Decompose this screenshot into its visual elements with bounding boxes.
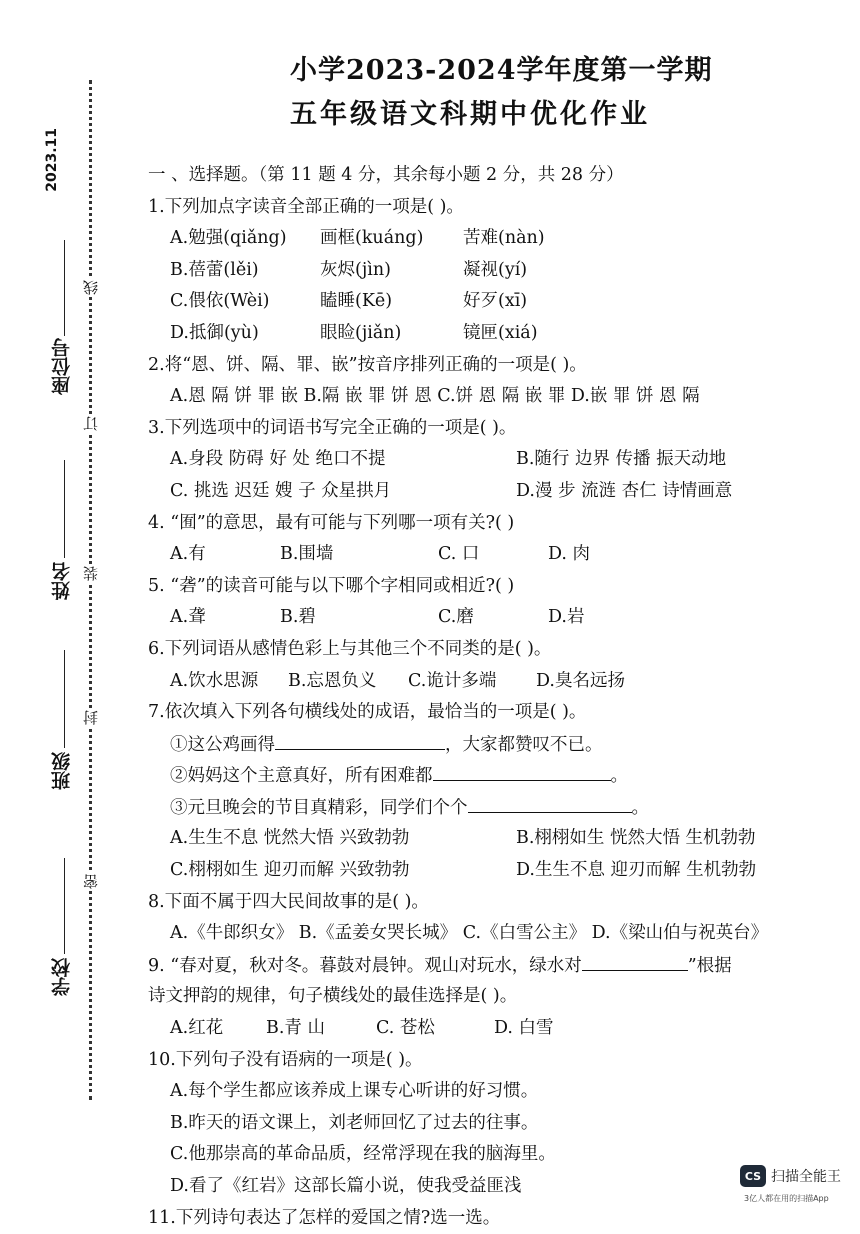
fill-blank[interactable] [468, 792, 632, 813]
option-b: B.随行 边界 传播 振天动地 [516, 449, 727, 470]
option: D.臭名远扬 [536, 670, 625, 691]
fill-blank[interactable] [275, 729, 445, 750]
option: B.忘恩负义 [288, 670, 377, 691]
question-1-option-d [148, 318, 838, 350]
option: C.诡计多端 [408, 670, 497, 691]
question-5-options [148, 602, 838, 634]
sentence-text: 。 [631, 797, 649, 818]
option-word: C.偎依(Wèi) [170, 291, 270, 312]
question-5-stem: 5. “砻”的读音可能与以下哪个字相同或相近?( ) [148, 575, 515, 596]
option-a: A.身段 防碍 好 处 绝口不提 [170, 449, 386, 470]
question-7-sentence-1 [148, 729, 838, 761]
option-d: D.生生不息 迎刃而解 生机勃勃 [516, 860, 757, 881]
option: D.岩 [548, 607, 585, 628]
question-1-stem: 1.下列加点字读音全部正确的一项是( )。 [148, 196, 464, 217]
question-7-options-row1 [148, 823, 838, 855]
option: D. 肉 [548, 544, 591, 565]
exam-title: 小学2023-2024学年度第一学期 [290, 55, 713, 86]
question-9-stem [148, 950, 838, 982]
question-10-option-a: A.每个学生都应该养成上课专心听讲的好习惯。 [170, 1081, 539, 1102]
question-10-option-c: C.他那崇高的革命品质，经常浮现在我的脑海里。 [170, 1144, 556, 1165]
class-label: 班级 [51, 752, 73, 790]
option-c: C. 挑选 迟廷 嫂 子 众星拱月 [170, 480, 392, 501]
option: C. 口 [438, 544, 480, 565]
question-text: ”根据 [687, 955, 732, 976]
question-10-stem: 10.下列句子没有语病的一项是( )。 [148, 1049, 423, 1070]
option-word: 灰烬(jìn) [320, 259, 391, 280]
sentence-text: 。 [610, 766, 628, 787]
seal-char-feng: 封 [82, 710, 100, 725]
question-7-sentence-3 [148, 792, 838, 824]
seal-dotted-line [89, 80, 92, 1100]
question-7-options-row2 [148, 855, 838, 887]
seal-char-zhuang: 装 [82, 566, 100, 581]
section-heading: 一 、选择题。（第 11 题 4 分，其余每小题 2 分，共 28 分） [148, 165, 624, 185]
exam-subtitle: 五年级语文科期中优化作业 [290, 99, 650, 130]
question-3-options-row2 [148, 476, 838, 508]
question-2-options: A.恩 隔 饼 罪 嵌 B.隔 嵌 罪 饼 恩 C.饼 恩 隔 嵌 罪 D.嵌 罪 饼 恩 隔 [170, 386, 700, 407]
option-word: 好歹(xī) [463, 291, 528, 312]
name-label: 姓名 [51, 562, 73, 600]
question-11-stem: 11.下列诗句表达了怎样的爱国之情?选一选。 [148, 1207, 501, 1228]
question-1-option-b [148, 255, 838, 287]
seat-number-label: 座位号 [51, 338, 73, 395]
class-blank [64, 650, 65, 748]
question-9-stem-line2: 诗文押韵的规律，句子横线处的最佳选择是( )。 [148, 986, 518, 1007]
school-label: 学校 [51, 958, 73, 996]
exam-content [148, 160, 838, 1234]
option-word: B.蓓蕾(lěi) [170, 259, 259, 280]
sentence-text: ，大家都赞叹不已。 [445, 734, 603, 755]
question-1-option-c [148, 286, 838, 318]
camscanner-logo-icon: CS [740, 1165, 766, 1187]
binding-margin [0, 0, 130, 1217]
scanner-watermark [740, 1165, 841, 1187]
option-word: 凝视(yí) [463, 259, 528, 280]
question-1-option-a [148, 223, 838, 255]
option-a: A.生生不息 恍然大悟 兴致勃勃 [170, 828, 410, 849]
option: A.红花 [170, 1018, 224, 1039]
fill-blank[interactable] [433, 760, 611, 781]
option: D. 白雪 [494, 1018, 554, 1039]
question-2-stem: 2.将“恩、饼、隔、罪、嵌”按音序排列正确的一项是( )。 [148, 354, 587, 375]
question-4-options [148, 539, 838, 571]
option-word: 镜匣(xiá) [463, 322, 538, 343]
option: A.聋 [170, 607, 206, 628]
seal-char-mi: 密 [82, 874, 100, 889]
question-7-sentence-2 [148, 760, 838, 792]
option-c: C.栩栩如生 迎刃而解 兴致勃勃 [170, 860, 410, 881]
seal-char-ding: 订 [82, 416, 100, 431]
question-6-stem: 6.下列词语从感情色彩上与其他三个不同类的是( )。 [148, 638, 552, 659]
question-10-option-d: D.看了《红岩》这部长篇小说，使我受益匪浅 [170, 1176, 522, 1196]
option-word: 瞌睡(Kē) [320, 291, 393, 312]
option: A.饮水思源 [170, 670, 259, 691]
option: C. 苍松 [376, 1018, 435, 1039]
name-blank [64, 460, 65, 558]
question-10-option-b: B.昨天的语文课上，刘老师回忆了过去的往事。 [170, 1112, 539, 1133]
option-b: B.栩栩如生 恍然大悟 生机勃勃 [516, 828, 756, 849]
seat-number-blank [64, 240, 65, 336]
question-4-stem: 4. “囿”的意思，最有可能与下列哪一项有关?( ) [148, 512, 515, 533]
option-word: A.勉强(qiǎng) [170, 228, 287, 249]
option-word: 眼睑(jiǎn) [320, 322, 402, 343]
option: B.青 山 [266, 1018, 325, 1039]
question-8-options: A.《牛郎织女》 B.《孟姜女哭长城》 C.《白雪公主》 D.《梁山伯与祝英台》 [170, 923, 769, 944]
option-word: D.抵御(yù) [170, 322, 259, 343]
option: C.磨 [438, 607, 474, 628]
question-6-options [148, 666, 838, 698]
question-3-stem: 3.下列选项中的词语书写完全正确的一项是( )。 [148, 417, 517, 438]
sentence-text: ①这公鸡画得 [170, 734, 275, 755]
option-word: 苦难(nàn) [463, 228, 545, 249]
question-text: 9. “春对夏，秋对冬。暮鼓对晨钟。观山对玩水，绿水对 [148, 955, 582, 976]
option-word: 画框(kuáng) [320, 228, 424, 249]
fill-blank[interactable] [582, 950, 688, 971]
option: B.围墙 [280, 544, 334, 565]
exam-date: 2023.11 [44, 128, 60, 192]
seal-char-line: 线 [82, 280, 100, 295]
option: A.有 [170, 544, 206, 565]
watermark-name: 扫描全能王 [771, 1169, 841, 1185]
option-d: D.漫 步 流涟 杏仁 诗情画意 [516, 480, 733, 501]
question-9-options [148, 1013, 838, 1045]
sentence-text: ③元旦晚会的节目真精彩，同学们个个 [170, 797, 468, 818]
sentence-text: ②妈妈这个主意真好，所有困难都 [170, 766, 433, 787]
question-7-stem: 7.依次填入下列各句横线处的成语，最恰当的一项是( )。 [148, 702, 587, 723]
question-3-options-row1 [148, 444, 838, 476]
school-blank [64, 858, 65, 954]
watermark-tagline: 3亿人都在用的扫描App [744, 1194, 829, 1203]
question-8-stem: 8.下面不属于四大民间故事的是( )。 [148, 891, 429, 912]
option: B.碧 [280, 607, 316, 628]
